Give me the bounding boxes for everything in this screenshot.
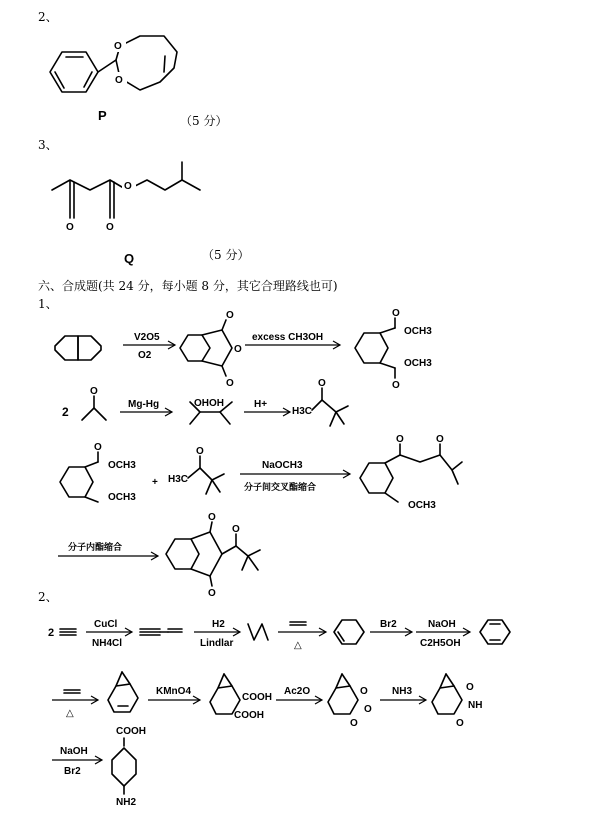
methyl-label: H3C: [292, 406, 313, 417]
carboxyl-label: COOH: [116, 726, 146, 737]
oxygen-label: O: [208, 512, 216, 523]
delta-symbol: △: [66, 708, 74, 719]
oxygen-label: O: [66, 222, 74, 233]
coefficient-2: 2: [48, 627, 55, 639]
reagent-cucl: CuCl: [94, 619, 118, 630]
oxygen-label: O: [392, 308, 400, 319]
oxygen-label: O: [226, 378, 234, 389]
q2-row3: [52, 726, 146, 808]
oxygen-label: O: [90, 386, 98, 397]
compound-label-p: P: [98, 108, 107, 123]
amino-label: NH2: [116, 797, 137, 808]
compound-p-structure: [50, 36, 177, 123]
reagent-c2h5oh: C2H5OH: [420, 638, 461, 649]
oxygen-label: O: [436, 434, 444, 445]
section-heading: 六、合成题(共 24 分，每小题 8 分，其它合理路线也可): [38, 279, 338, 293]
oxygen-label: O: [124, 181, 132, 192]
diol-label: OHOH: [194, 398, 224, 409]
oxygen-label: O: [226, 310, 234, 321]
reagent-naoh: NaOH: [60, 746, 88, 757]
oxygen-label: O: [360, 686, 368, 697]
compound-label-q: Q: [124, 251, 135, 266]
oxygen-label: O: [396, 434, 404, 445]
reagent-o2: O2: [138, 350, 152, 361]
oxygen-label: O: [350, 718, 358, 729]
oxygen-label: O: [466, 682, 474, 693]
reagent-br2: Br2: [380, 619, 397, 630]
methyl-label: H3C: [168, 474, 189, 485]
oxygen-label: O: [392, 380, 400, 391]
q1-row2: [62, 378, 348, 426]
oxygen-label: O: [234, 344, 242, 355]
reagent-nh3: NH3: [392, 686, 413, 697]
oxygen-label: O: [106, 222, 114, 233]
score-p: （5 分）: [180, 114, 228, 128]
q1-row4: [58, 512, 260, 599]
oxygen-label: O: [208, 588, 216, 599]
reagent-nh4cl: NH4Cl: [92, 638, 123, 649]
oxygen-label: O: [196, 446, 204, 457]
question-number-3: 3、: [38, 138, 58, 152]
reagent-mg-hg: Mg-Hg: [128, 399, 160, 410]
coefficient-2: 2: [62, 405, 69, 419]
oxygen-label: O: [114, 41, 122, 52]
ester-group: OCH3: [404, 326, 432, 337]
oxygen-label: O: [94, 442, 102, 453]
oxygen-label: O: [364, 704, 372, 715]
condition-intramolecular: 分子内酯缩合: [68, 543, 123, 553]
q2-row2: [52, 672, 482, 729]
q2-row1: [48, 619, 510, 651]
synthesis-q1-number: 1、: [38, 297, 58, 311]
ester-group: OCH3: [404, 358, 432, 369]
ester-group: OCH3: [108, 492, 136, 503]
reagent-excess-ch3oh: excess CH3OH: [252, 332, 324, 343]
reagent-naoch3: NaOCH3: [262, 460, 303, 471]
reagent-kmno4: KMnO4: [156, 686, 191, 697]
condition-intermolecular: 分子间交叉酯缩合: [244, 483, 317, 493]
synthesis-q2-number: 2、: [38, 590, 58, 604]
oxygen-label: O: [115, 75, 123, 86]
reagent-ac2o: Ac2O: [284, 686, 311, 697]
oxygen-label: O: [232, 524, 240, 535]
plus-sign: +: [152, 477, 158, 488]
reagent-v2o5: V2O5: [134, 332, 160, 343]
ester-group: OCH3: [408, 500, 436, 511]
oxygen-label: O: [456, 718, 464, 729]
reagent-naoh: NaOH: [428, 619, 456, 630]
score-q: （5 分）: [202, 248, 250, 262]
ester-group: OCH3: [108, 460, 136, 471]
compound-q-structure: [52, 162, 200, 266]
oxygen-label: O: [318, 378, 326, 389]
q1-row3: [60, 434, 462, 511]
question-number-2: 2、: [38, 10, 58, 24]
reagent-h2: H2: [212, 619, 225, 630]
carboxyl-label: COOH: [242, 692, 272, 703]
delta-symbol: △: [294, 640, 302, 651]
reagent-br2: Br2: [64, 766, 81, 777]
reagent-h-plus: H+: [254, 399, 268, 410]
imide-nh: NH: [468, 700, 483, 711]
q1-row1: [55, 308, 432, 391]
reagent-lindlar: Lindlar: [200, 638, 234, 649]
carboxyl-label: COOH: [234, 710, 264, 721]
